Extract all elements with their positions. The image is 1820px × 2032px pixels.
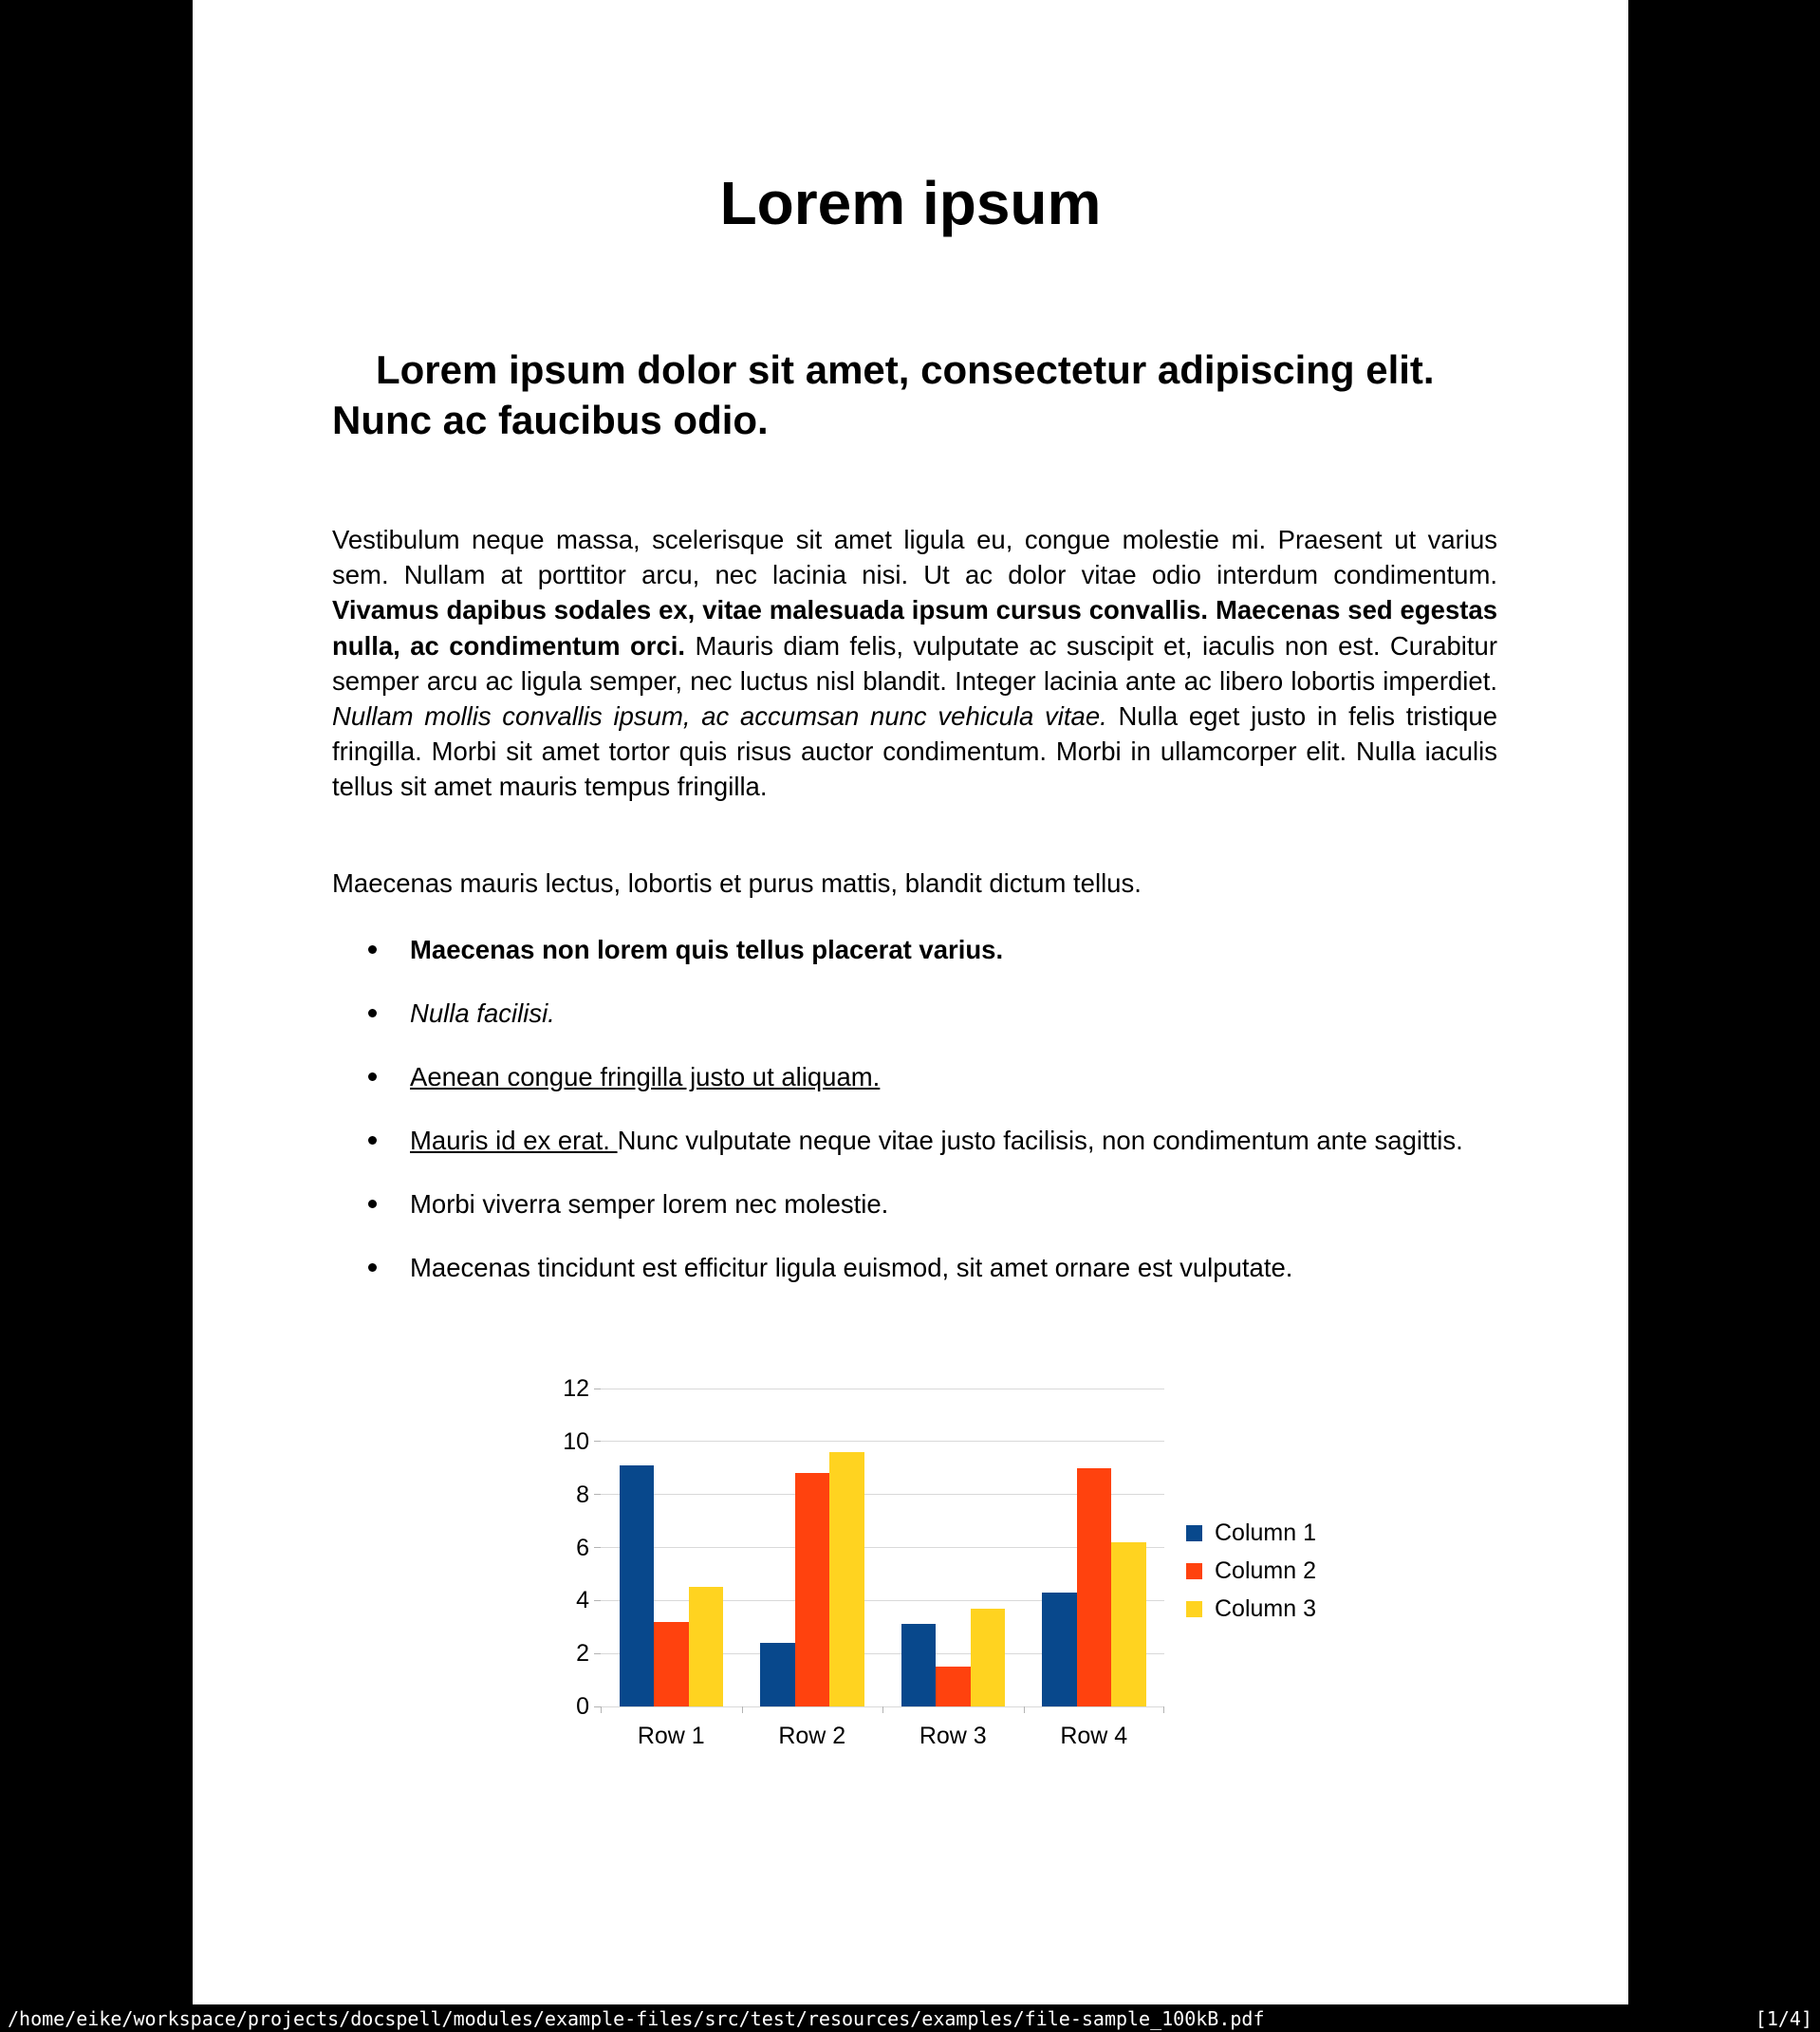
text-segment: Morbi viverra semper lorem nec molestie.: [410, 1189, 889, 1219]
y-axis-tick-label: 4: [576, 1587, 589, 1614]
x-axis-category-label: Row 1: [637, 1723, 705, 1749]
x-axis-tick: [1163, 1706, 1164, 1713]
legend-label: Column 2: [1215, 1557, 1316, 1584]
list-item: [332, 996, 1497, 1031]
text-segment: Vivamus dapibus sodales ex, vitae malesuada ipsum cursus convallis. Maecenas sed egestas nulla, ac condimentum orci.: [332, 595, 1497, 661]
y-axis-tick-label: 6: [576, 1534, 589, 1561]
bar-column-1-row-2: [760, 1643, 795, 1706]
x-axis-tick: [742, 1706, 743, 1713]
bar-column-3-row-3: [971, 1609, 1006, 1706]
legend-swatch-icon: [1186, 1563, 1202, 1579]
legend-item: [1186, 1514, 1316, 1552]
legend-label: Column 3: [1215, 1594, 1316, 1622]
list-item: [332, 1186, 1497, 1221]
statusbar: [0, 2004, 1820, 2032]
x-axis-category-label: Row 2: [778, 1723, 846, 1749]
x-axis-tick: [882, 1706, 883, 1713]
bar-column-1-row-1: [620, 1465, 655, 1706]
chart: [563, 1375, 1164, 1749]
y-axis-tick: [594, 1441, 601, 1442]
bar-column-2-row-2: [795, 1473, 830, 1706]
bar-column-3-row-1: [689, 1587, 724, 1706]
legend-label: Column 1: [1215, 1519, 1316, 1546]
y-axis-tick: [594, 1706, 601, 1707]
bar-column-3-row-4: [1111, 1542, 1146, 1706]
bar-column-2-row-4: [1077, 1468, 1112, 1706]
y-axis-tick: [594, 1547, 601, 1548]
chart-legend: [1186, 1514, 1316, 1628]
text-segment: Aenean congue fringilla justo ut aliquam.: [410, 1062, 881, 1091]
statusbar-file-path: /home/eike/workspace/projects/docspell/modules/example-files/src/test/resources/examples/file-sample_100kB.pdf: [8, 2006, 1265, 2030]
list-item: [332, 1059, 1497, 1094]
x-axis-category-label: Row 4: [1060, 1723, 1128, 1749]
text-segment: Nulla eget justo in felis tristique fringilla. Morbi sit amet tortor quis risus auctor condimentum. Morbi in ullamcorper elit. Nulla iaculis tellus sit amet mauris tempus fringilla.: [332, 701, 1497, 802]
statusbar-page-indicator: [1/4]: [1755, 2006, 1812, 2030]
y-axis-tick: [594, 1494, 601, 1495]
y-axis-tick-label: 10: [563, 1427, 589, 1455]
bar-column-1-row-4: [1042, 1593, 1077, 1706]
pdf-page[interactable]: [193, 0, 1628, 2004]
y-axis-tick: [594, 1600, 601, 1601]
intro-to-list-paragraph: Maecenas mauris lectus, lobortis et purus mattis, blandit dictum tellus.: [332, 868, 1142, 898]
text-segment: Nunc vulputate neque vitae justo facilisis, non condimentum ante sagittis.: [617, 1126, 1463, 1155]
y-axis-tick-label: 12: [563, 1375, 589, 1402]
text-segment: Vestibulum neque massa, scelerisque sit amet ligula eu, congue molestie mi. Praesent ut varius sem. Nullam at porttitor arcu, nec lacinia nisi. Ut ac dolor vitae odio interdum condimentum.: [332, 525, 1497, 590]
legend-swatch-icon: [1186, 1525, 1202, 1541]
x-axis-category-label: Row 3: [919, 1723, 987, 1749]
text-segment: Nullam mollis convallis ipsum, ac accumsan nunc vehicula vitae.: [332, 701, 1119, 732]
y-axis-tick: [594, 1653, 601, 1654]
document-heading: Lorem ipsum dolor sit amet, consectetur adipiscing elit. Nunc ac faucibus odio.: [332, 347, 1435, 442]
bullet-list: [332, 932, 1497, 1314]
bar-column-3-row-2: [829, 1452, 864, 1706]
bar-column-2-row-3: [936, 1667, 971, 1706]
y-axis-tick-label: 0: [576, 1693, 589, 1720]
x-axis-tick: [1024, 1706, 1025, 1713]
bar-column-1-row-3: [901, 1624, 937, 1706]
bar-column-2-row-1: [654, 1622, 689, 1706]
document-title: Lorem ipsum: [719, 169, 1102, 237]
list-item: [332, 1123, 1497, 1158]
legend-item: [1186, 1590, 1316, 1628]
gridline: [601, 1441, 1164, 1442]
y-axis-tick-label: 2: [576, 1640, 589, 1668]
text-segment: Mauris diam felis, vulputate ac suscipit et, iaculis non est. Curabitur semper arcu ac ligula semper, nec luctus nisl blandit. Integer lacinia ante ac libero lobortis imperdiet.: [332, 630, 1497, 696]
text-segment: Maecenas tincidunt est efficitur ligula euismod, sit amet ornare est vulputate.: [410, 1253, 1293, 1282]
list-item: [332, 1250, 1497, 1285]
text-segment: Mauris id ex erat.: [410, 1126, 618, 1155]
x-axis-tick: [601, 1706, 602, 1713]
legend-swatch-icon: [1186, 1601, 1202, 1617]
text-segment: Nulla facilisi.: [410, 998, 555, 1028]
y-axis-tick-label: 8: [576, 1481, 589, 1508]
list-item: [332, 932, 1497, 967]
legend-item: [1186, 1552, 1316, 1590]
body-paragraph: [332, 522, 1497, 805]
text-segment: Maecenas non lorem quis tellus placerat varius.: [410, 935, 1004, 964]
